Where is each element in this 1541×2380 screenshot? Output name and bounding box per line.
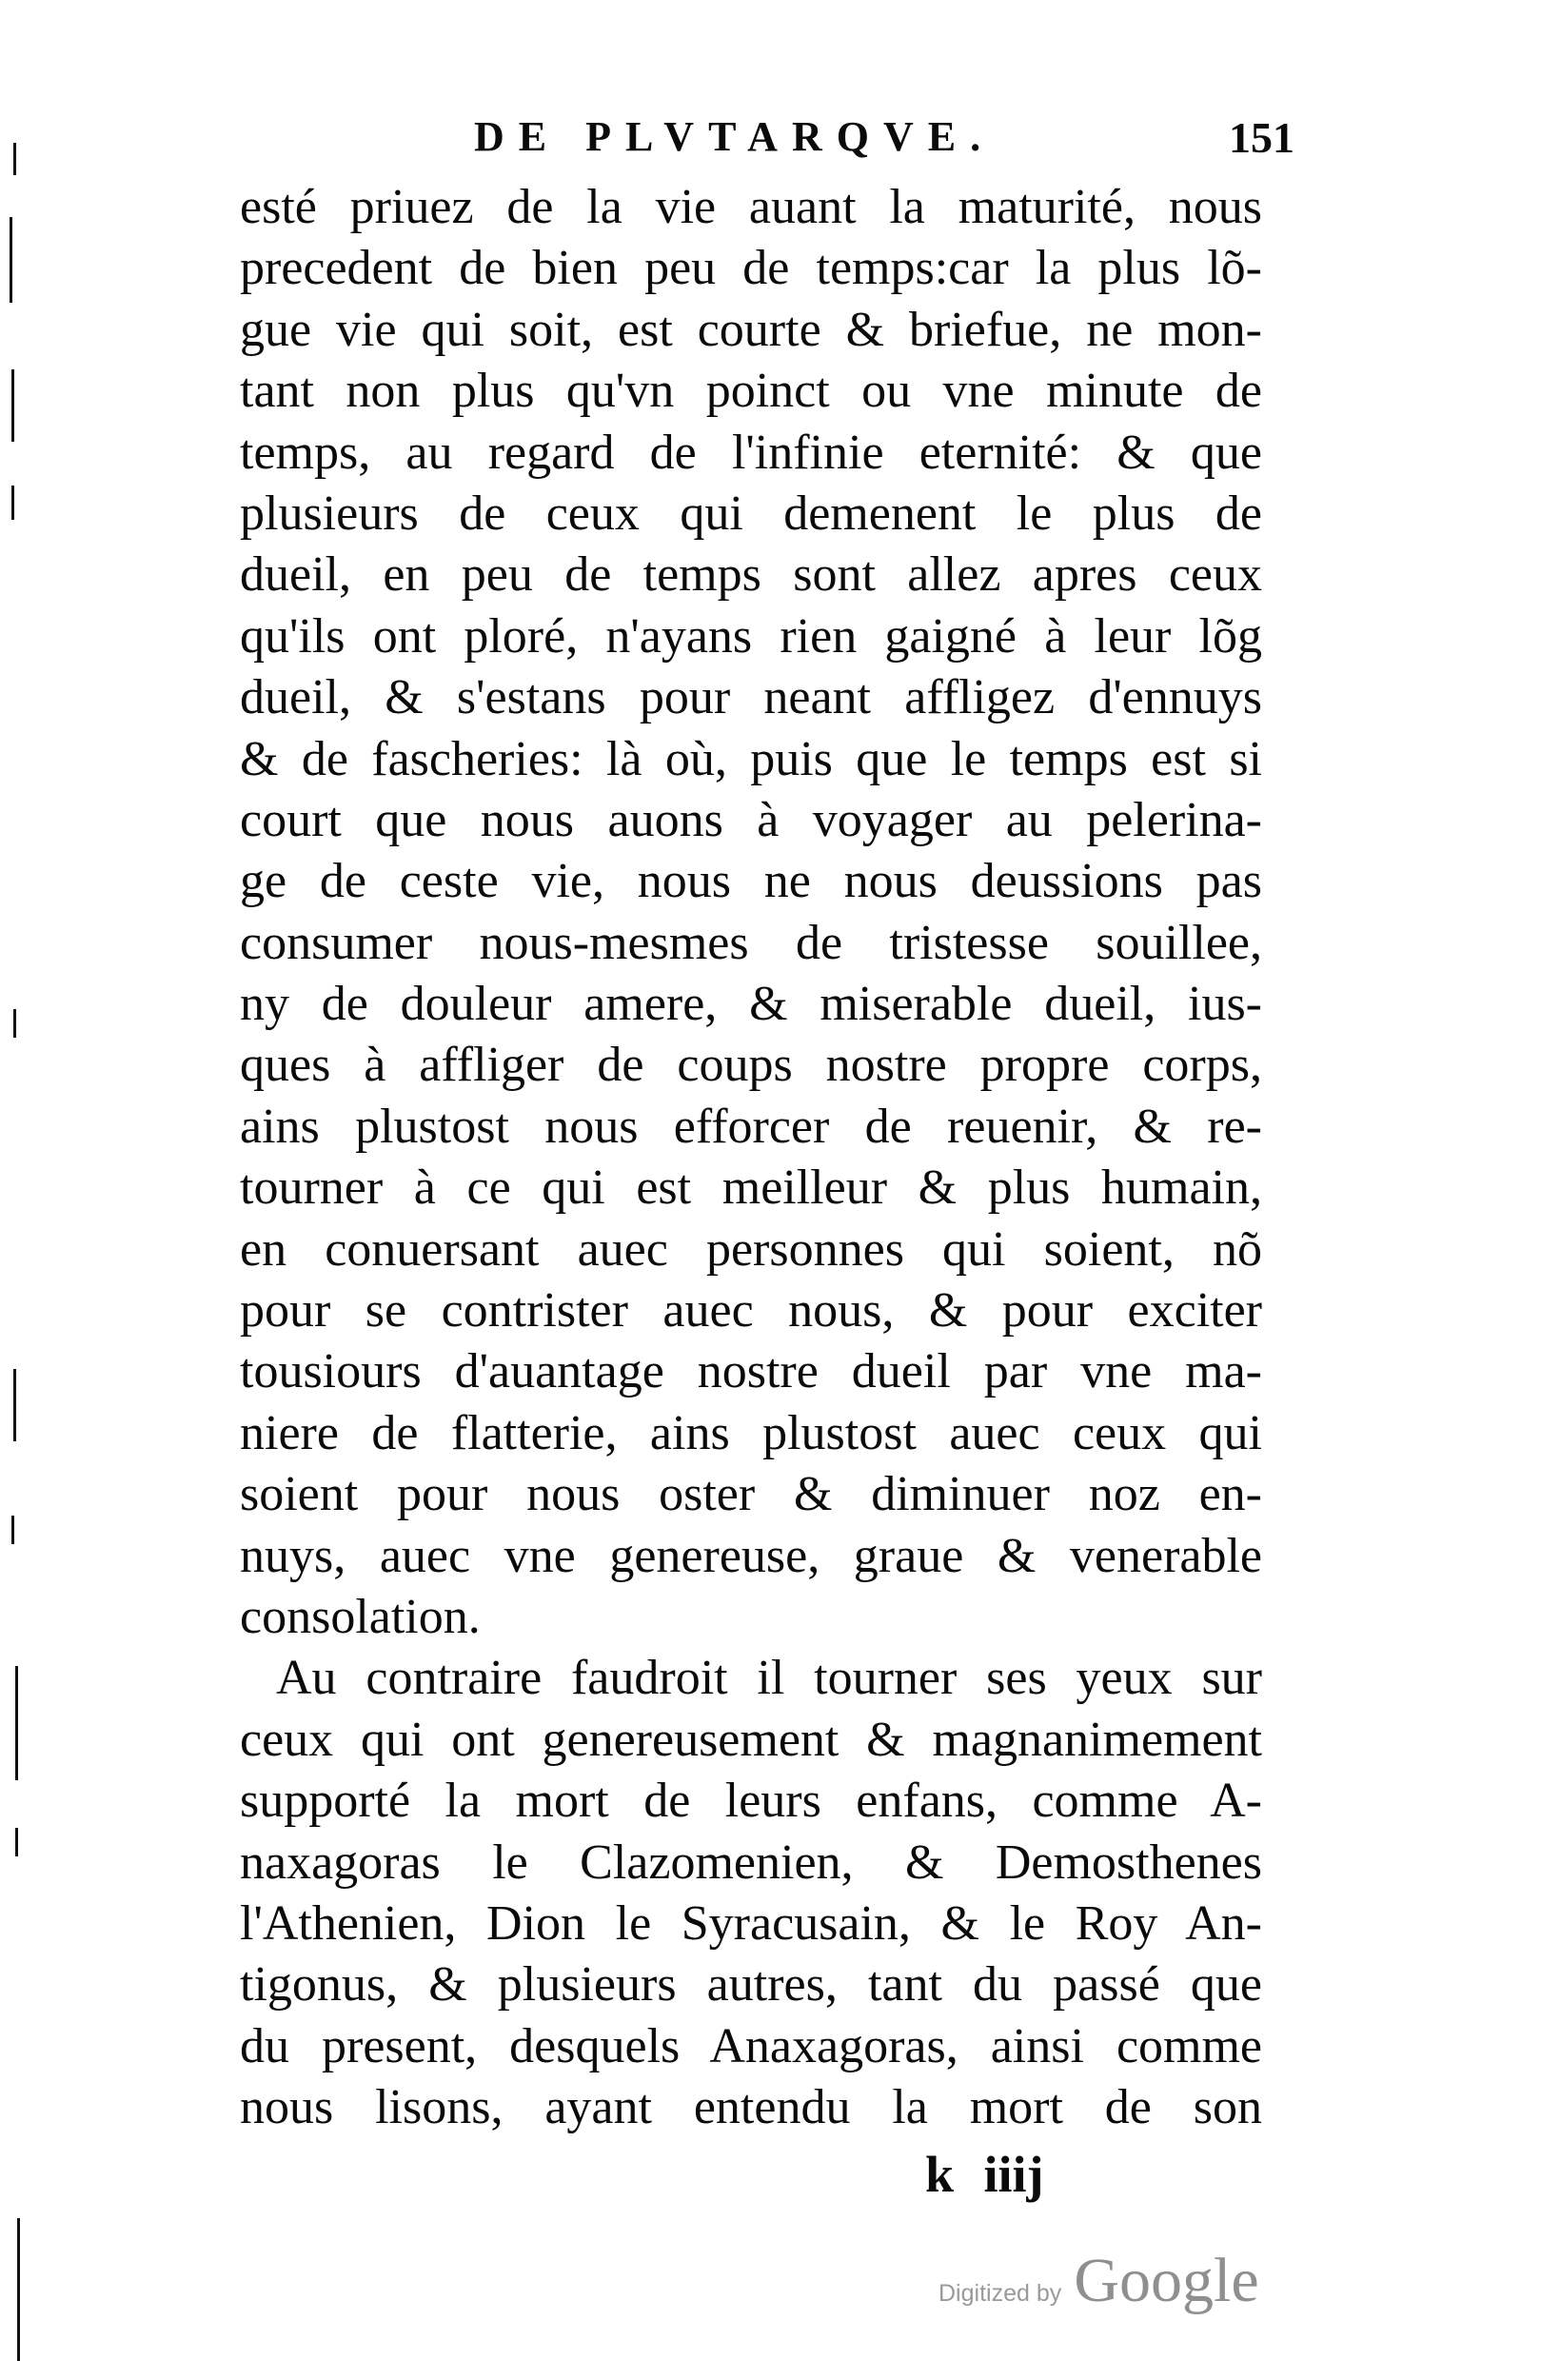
text-line: supporté la mort de leurs enfans, comme A- (240, 1774, 1262, 1829)
scan-edge-mark (13, 1369, 16, 1441)
text-line: dueil, en peu de temps sont allez apres ceux (240, 547, 1262, 603)
scan-edge-mark (11, 1516, 14, 1544)
text-line: tant non plus qu'vn poinct ou vne minute de (240, 364, 1262, 419)
running-head (447, 112, 1294, 169)
text-line: tousiours d'auantage nostre dueil par vne ma- (240, 1344, 1262, 1399)
text-line: & de fascheries: là où, puis que le temps est si (240, 731, 1262, 786)
scan-edge-mark (15, 1666, 18, 1780)
text-line: en conuersant auec personnes qui soient, nõ (240, 1221, 1262, 1277)
text-line: ceux qui ont genereusement & magnanimement (240, 1712, 1262, 1767)
signature-mark: k iiij (925, 2146, 1044, 2203)
running-title: DE PLVTARQVE. (474, 113, 996, 160)
text-line: precedent de bien peu de temps:car la plus lõ- (240, 241, 1262, 296)
page-number: 151 (1229, 113, 1294, 162)
scan-edge-mark (13, 1009, 16, 1038)
scan-edge-mark (11, 369, 14, 442)
text-line: esté priuez de la vie auant la maturité, nous (240, 180, 1262, 234)
text-line: naxagoras le Clazomenien, & Demosthenes (240, 1835, 1262, 1890)
text-line: l'Athenien, Dion le Syracusain, & le Roy An- (240, 1895, 1262, 1951)
text-line: ny de douleur amere, & miserable dueil, ius- (240, 977, 1262, 1032)
text-line: nuys, auec vne genereuse, graue & venerable (240, 1528, 1262, 1583)
text-line: court que nous auons à voyager au pelerina- (240, 792, 1262, 847)
scan-edge-mark (11, 486, 14, 520)
paragraph-start-line: Au contraire faudroit il tourner ses yeux sur (276, 1651, 1262, 1706)
scan-edge-mark (10, 217, 12, 303)
text-line: plusieurs de ceux qui demenent le plus de (240, 486, 1262, 541)
text-line: consumer nous-mesmes de tristesse souillee, (240, 915, 1262, 970)
scan-edge-mark (15, 1828, 18, 1856)
scan-edge-mark (17, 2218, 20, 2361)
watermark-prefix: Digitized by (938, 2280, 1062, 2307)
text-line: pour se contrister auec nous, & pour exciter (240, 1283, 1262, 1339)
text-line: nous lisons, ayant entendu la mort de son (240, 2080, 1262, 2135)
text-line: niere de flatterie, ains plustost auec ceux qui (240, 1405, 1262, 1460)
text-line: ge de ceste vie, nous ne nous deussions pas (240, 854, 1262, 909)
watermark-logo: Google (1074, 2246, 1259, 2315)
body-text (240, 177, 1262, 2139)
text-line: dueil, & s'estans pour neant affligez d'ennuys (240, 670, 1262, 725)
text-line: du present, desquels Anaxagoras, ainsi comme (240, 2018, 1262, 2073)
text-line: qu'ils ont ploré, n'ayans rien gaigné à leur lõg (240, 608, 1262, 664)
text-line: temps, au regard de l'infinie eternité: & que (240, 425, 1262, 480)
text-line: consolation. (240, 1589, 481, 1644)
text-line: gue vie qui soit, est courte & briefue, ne mon- (240, 302, 1262, 357)
text-line: tigonus, & plusieurs autres, tant du passé que (240, 1957, 1262, 2013)
scan-edge-mark (13, 143, 16, 175)
digitization-watermark (938, 2245, 1259, 2321)
text-line: ains plustost nous efforcer de reuenir, & re- (240, 1099, 1262, 1154)
text-line: soient pour nous oster & diminuer noz en- (240, 1467, 1262, 1522)
text-line: ques à affliger de coups nostre propre corps, (240, 1038, 1262, 1093)
text-line: tourner à ce qui est meilleur & plus humain, (240, 1160, 1262, 1216)
